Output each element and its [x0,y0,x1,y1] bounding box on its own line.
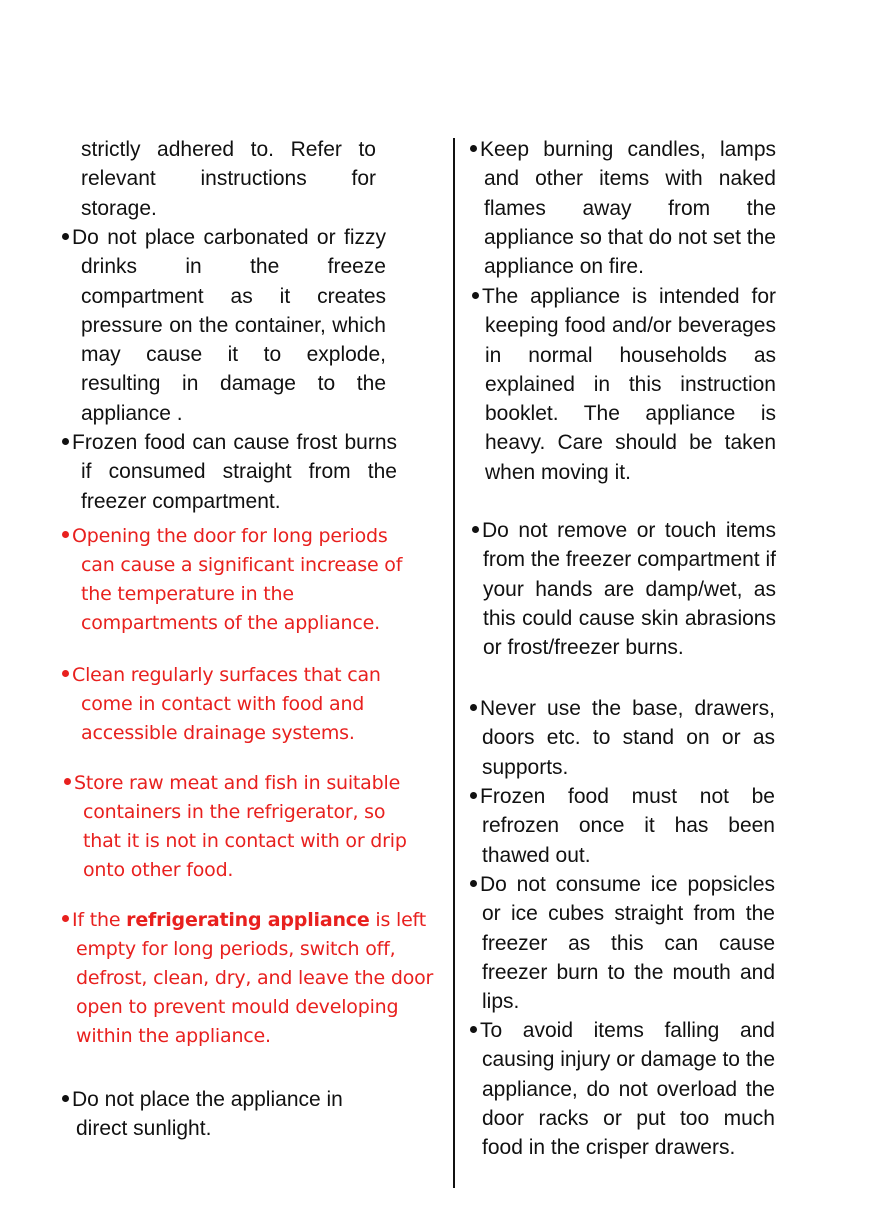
bullet-dot-icon [470,704,477,711]
bullet-dot-icon [62,531,69,538]
bullet-refrozen: Frozen food must not be refrozen once it has been thawed out. [470,782,775,870]
bullet-dot-icon [472,292,479,299]
bullet-ice-cubes: Do not consume ice popsicles or ice cubes straight from the freezer as this can cause freezer burn to the mouth and lips. [470,870,775,1016]
bullet-dot-icon [472,526,479,533]
bullet-dot-icon [62,438,69,445]
warning-empty-appliance: If the refrigerating appliance is left empty for long periods, switch off, defrost, clean, dry, and leave the door open to prevent mould developing within the appliance. [62,906,442,1051]
bullet-overload: To avoid items falling and causing injury or damage to the appliance, do not overload the door racks or put too much food in the crisper drawers. [470,1016,775,1162]
bullet-dot-icon [62,1095,69,1102]
bullet-carbonated-drinks: Do not place carbonated or fizzy drinks in the freeze compartment as it creates pressure on the container, which may cause it to explode, resulting in damage to the appliance . [62,223,386,428]
bullet-dot-icon [470,145,477,152]
warning-door-open: Opening the door for long periods can cause a significant increase of the temperature in the compartments of the appliance. [62,522,407,638]
bullet-dot-icon [62,233,69,240]
column-divider [453,138,455,1188]
bullet-dot-icon [62,670,69,677]
bullet-dot-icon [62,915,69,922]
bullet-frozen-food-burns: Frozen food can cause frost burns if consumed straight from the freezer compartment. [62,428,397,516]
bullet-dot-icon [64,778,71,785]
continuation-paragraph: strictly adhered to. Refer to relevant instructions for storage. [81,138,376,220]
bullet-dot-icon [470,880,477,887]
warning-clean-surfaces: Clean regularly surfaces that can come in contact with food and accessible drainage systems. [62,661,407,748]
bullet-intended-use: The appliance is intended for keeping food and/or beverages in normal households as explained in this instruction booklet. The appliance is heavy. Care should be taken when moving it. [472,282,776,487]
bullet-wet-hands: Do not remove or touch items from the freezer compartment if your hands are damp/wet, as this could cause skin abrasions or frost/freezer burns. [472,516,776,662]
bullet-dot-icon [470,1026,477,1033]
bullet-sunlight: Do not place the appliance in direct sunlight. [62,1085,382,1144]
bullet-no-stand: Never use the base, drawers, doors etc. to stand on or as supports. [470,694,775,782]
bullet-candles: Keep burning candles, lamps and other items with naked flames away from the appliance so that do not set the appliance on fire. [470,135,776,281]
bold-term: refrigerating appliance [126,909,370,931]
bullet-dot-icon [470,792,477,799]
warning-raw-meat: Store raw meat and fish in suitable containers in the refrigerator, so that it is not in contact with or drip onto other food. [64,769,414,885]
